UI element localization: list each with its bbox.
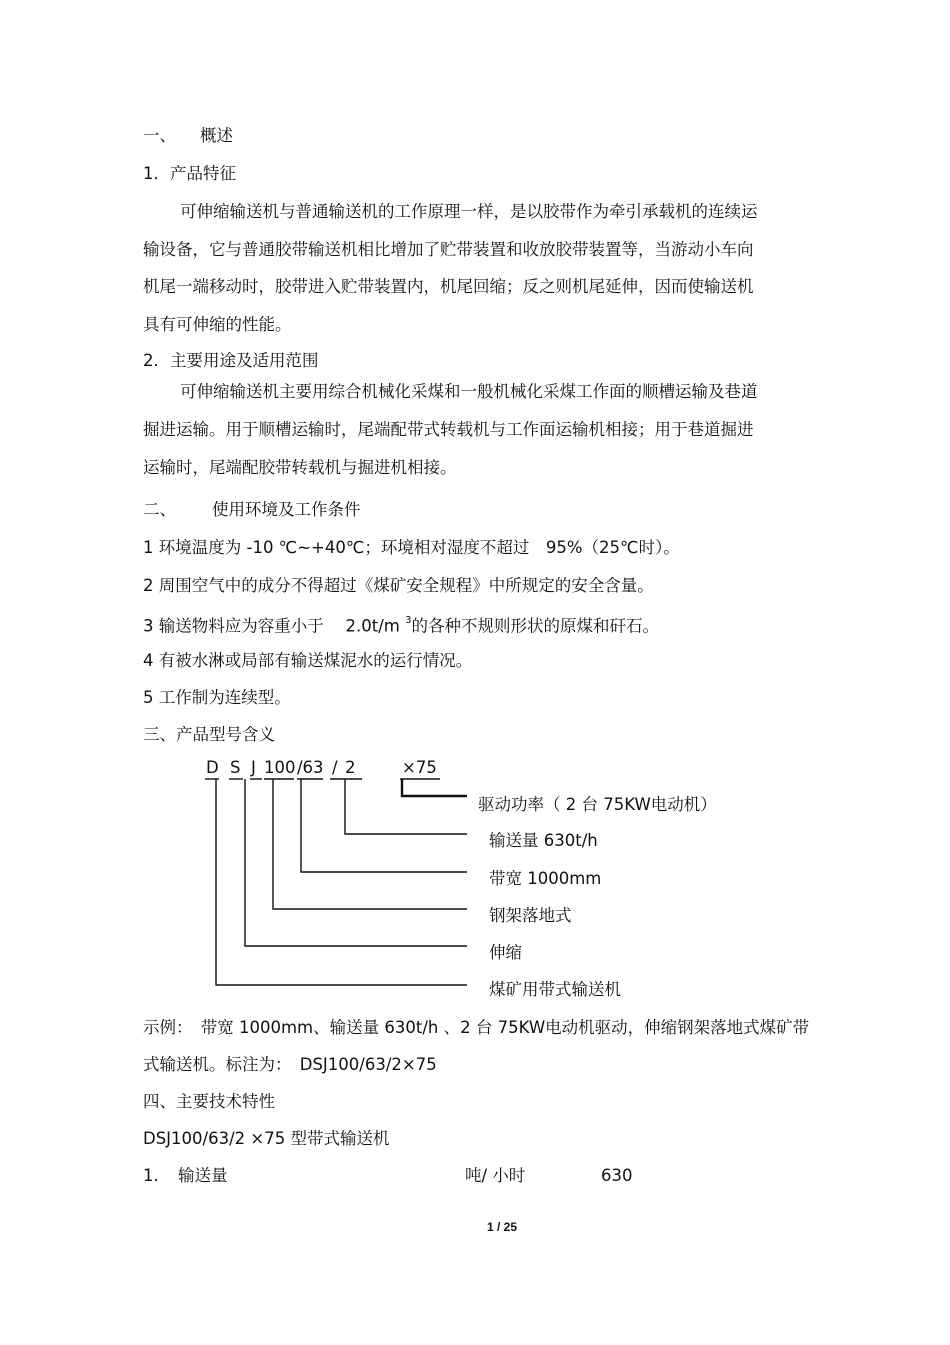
paragraph-line: 具有可伸缩的性能。	[143, 315, 292, 334]
paragraph-line: 输设备，它与普通胶带输送机相比增加了贮带装置和收放胶带装置等，当游动小车向	[143, 240, 754, 259]
leader-capacity	[345, 779, 467, 834]
condition-item-tail: 的各种不规则形状的原煤和矸石。	[411, 616, 659, 636]
example-line: 式输送机。标注为： DSJ100/63/2×75	[143, 1055, 437, 1074]
paragraph-line: 可伸缩输送机与普通输送机的工作原理一样，是以胶带作为牵引承载机的连续运	[180, 202, 758, 221]
leader-belt-width	[301, 779, 467, 872]
leader-power	[402, 779, 467, 796]
leader-telescopic	[245, 779, 467, 946]
section2-title: 使用环境及工作条件	[212, 500, 361, 519]
model-part-j: J	[251, 758, 256, 777]
model-part-100: 100	[264, 758, 296, 777]
spec-row-number: 1.	[143, 1166, 159, 1185]
paragraph-line: 运输时，尾端配胶带转载机与掘进机相接。	[143, 458, 457, 477]
model-part-2: 2	[345, 758, 356, 777]
condition-item: 4 有被水淋或局部有输送煤泥水的运行情况。	[143, 651, 473, 670]
label-drive-power: 驱动功率（ 2 台 75KW电动机）	[478, 795, 717, 814]
condition-item: 2 周围空气中的成分不得超过《煤矿安全规程》中所规定的安全含量。	[143, 576, 654, 595]
label-coal-mine: 煤矿用带式输送机	[489, 980, 621, 999]
subsection-product-features: 1．产品特征	[143, 164, 236, 183]
section1-title: 概述	[200, 126, 233, 145]
label-telescopic: 伸缩	[489, 943, 522, 962]
condition-item: 5 工作制为连续型。	[143, 688, 291, 707]
model-part-63: /63	[297, 758, 324, 777]
example-line: 示例： 带宽 1000mm、输送量 630t/h 、2 台 75KW电动机驱动，伸缩钢架落地式煤矿带	[143, 1018, 810, 1037]
section4-title: 四、主要技术特性	[143, 1092, 275, 1111]
model-part-d: D	[206, 758, 219, 777]
spec-row-unit: 吨/ 小时	[465, 1166, 526, 1185]
spec-row-value: 630	[601, 1166, 633, 1185]
condition-item: 1 环境温度为 -10 ℃~+40℃；环境相对湿度不超过 95%（25℃时）。	[143, 538, 680, 557]
section3-title: 三、产品型号含义	[143, 725, 275, 744]
section1-number: 一、	[143, 126, 176, 145]
spec-model: DSJ100/63/2 ×75 型带式输送机	[143, 1129, 390, 1148]
subsection-usage-scope: 2．主要用途及适用范围	[143, 351, 319, 370]
label-belt-width: 带宽 1000mm	[489, 869, 602, 888]
model-part-power: ×75	[402, 758, 437, 777]
paragraph-line: 掘进运输。用于顺槽运输时，尾端配带式转载机与工作面运输机相接；用于巷道掘进	[143, 420, 754, 439]
condition-item-text: 3 输送物料应为容重小于 2.0t/m	[143, 616, 406, 636]
page-number: 1 / 25	[487, 1220, 518, 1234]
paragraph-line: 机尾一端移动时，胶带进入贮带装置内，机尾回缩；反之则机尾延伸，因而使输送机	[143, 277, 754, 296]
model-part-s: S	[230, 758, 241, 777]
leader-frame	[273, 779, 467, 909]
superscript: 3	[405, 615, 412, 626]
spec-row-name: 输送量	[178, 1166, 228, 1185]
model-part-slash: /	[332, 758, 338, 777]
paragraph-line: 可伸缩输送机主要用综合机械化采煤和一般机械化采煤工作面的顺槽运输及巷道	[180, 382, 758, 401]
leader-coal-mine	[216, 779, 467, 985]
section2-number: 二、	[143, 500, 176, 519]
label-frame: 钢架落地式	[489, 906, 572, 925]
label-capacity: 输送量 630t/h	[489, 831, 598, 850]
